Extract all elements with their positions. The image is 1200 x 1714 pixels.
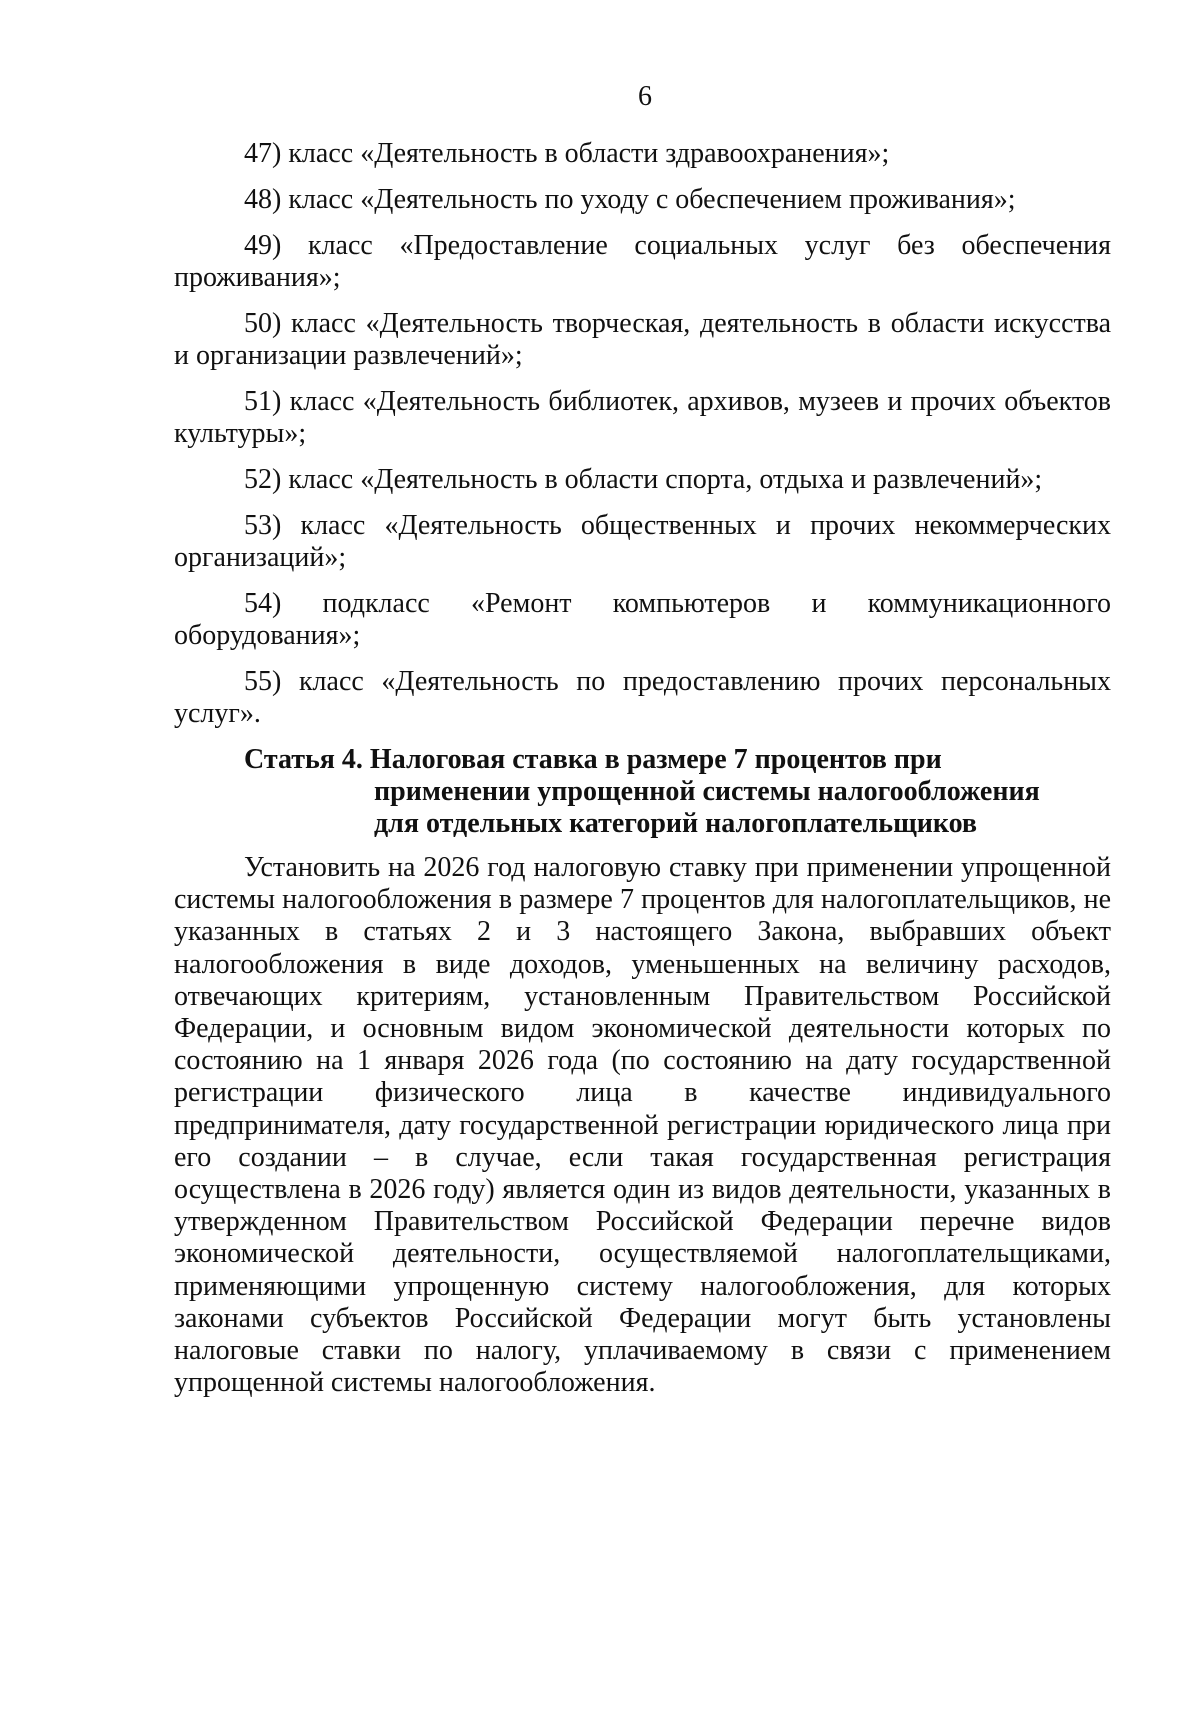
item-number: 48) [244, 184, 282, 215]
list-item [174, 386, 1111, 450]
article-paragraph: Установить на 2026 год налоговую ставку при применении упрощенной системы налогообложения в размере 7 процентов для налогоплательщиков, не указанных в статьях 2 и 3 настоящего Закона, выбравших объект налогообложения в виде доходов, уменьшенных на величину расходов, отвечающих критериям, установленным Правительством Российской Федерации, и основным видом экономической деятельности которых по состоянию на 1 января 2026 года (по состоянию на дату государственной регистрации физического лица в качестве индивидуального предпринимателя, дату государственной регистрации юридического лица при его создании – в случае, если такая государственная регистрация осуществлена в 2026 году) является один из видов деятельности, указанных в утвержденном Правительством Российской Федерации перечне видов экономической деятельности, осуществляемой налогоплательщиками, применяющими упрощенную систему налогообложения, для которых законами субъектов Российской Федерации могут быть установлены налоговые ставки по налогу, уплачиваемому в связи с применением упрощенной системы налогообложения. [174, 852, 1111, 1399]
item-number: 55) [244, 666, 282, 697]
item-text: класс «Деятельность в области здравоохранения»; [288, 138, 890, 169]
list-item [174, 138, 1111, 170]
item-text: класс «Деятельность творческая, деятельность в области искусства и организации развлечений»; [174, 308, 1112, 371]
article-heading [174, 744, 1111, 840]
item-number: 51) [244, 386, 282, 417]
item-text: подкласс «Ремонт компьютеров и коммуникационного оборудования»; [174, 588, 1112, 651]
item-number: 54) [244, 588, 282, 619]
item-text: класс «Деятельность по уходу с обеспечением проживания»; [288, 184, 1016, 215]
item-number: 49) [244, 230, 282, 261]
item-number: 52) [244, 464, 282, 495]
article-heading-line: для отдельных категорий налогоплательщиков [374, 808, 978, 839]
list-item [174, 184, 1111, 216]
item-text: класс «Деятельность в области спорта, отдыха и развлечений»; [288, 464, 1043, 495]
item-number: 50) [244, 308, 282, 339]
item-text: класс «Предоставление социальных услуг без обеспечения проживания»; [174, 230, 1111, 293]
document-body [174, 138, 1111, 1399]
list-item [174, 308, 1111, 372]
item-number: 47) [244, 138, 282, 169]
list-item [174, 510, 1111, 574]
item-number: 53) [244, 510, 282, 541]
article-heading-line: Статья 4. Налоговая ставка в размере 7 процентов при [244, 744, 942, 775]
page-number: 6 [638, 81, 652, 112]
article-heading-line: применении упрощенной системы налогообложения [374, 776, 1040, 807]
list-item [174, 464, 1111, 496]
list-item [174, 588, 1111, 652]
list-item [174, 230, 1111, 294]
item-text: класс «Деятельность по предоставлению прочих персональных услуг». [174, 666, 1111, 729]
item-text: класс «Деятельность общественных и прочих некоммерческих организаций»; [174, 510, 1111, 573]
list-item [174, 666, 1111, 730]
item-text: класс «Деятельность библиотек, архивов, музеев и прочих объектов культуры»; [174, 386, 1112, 449]
